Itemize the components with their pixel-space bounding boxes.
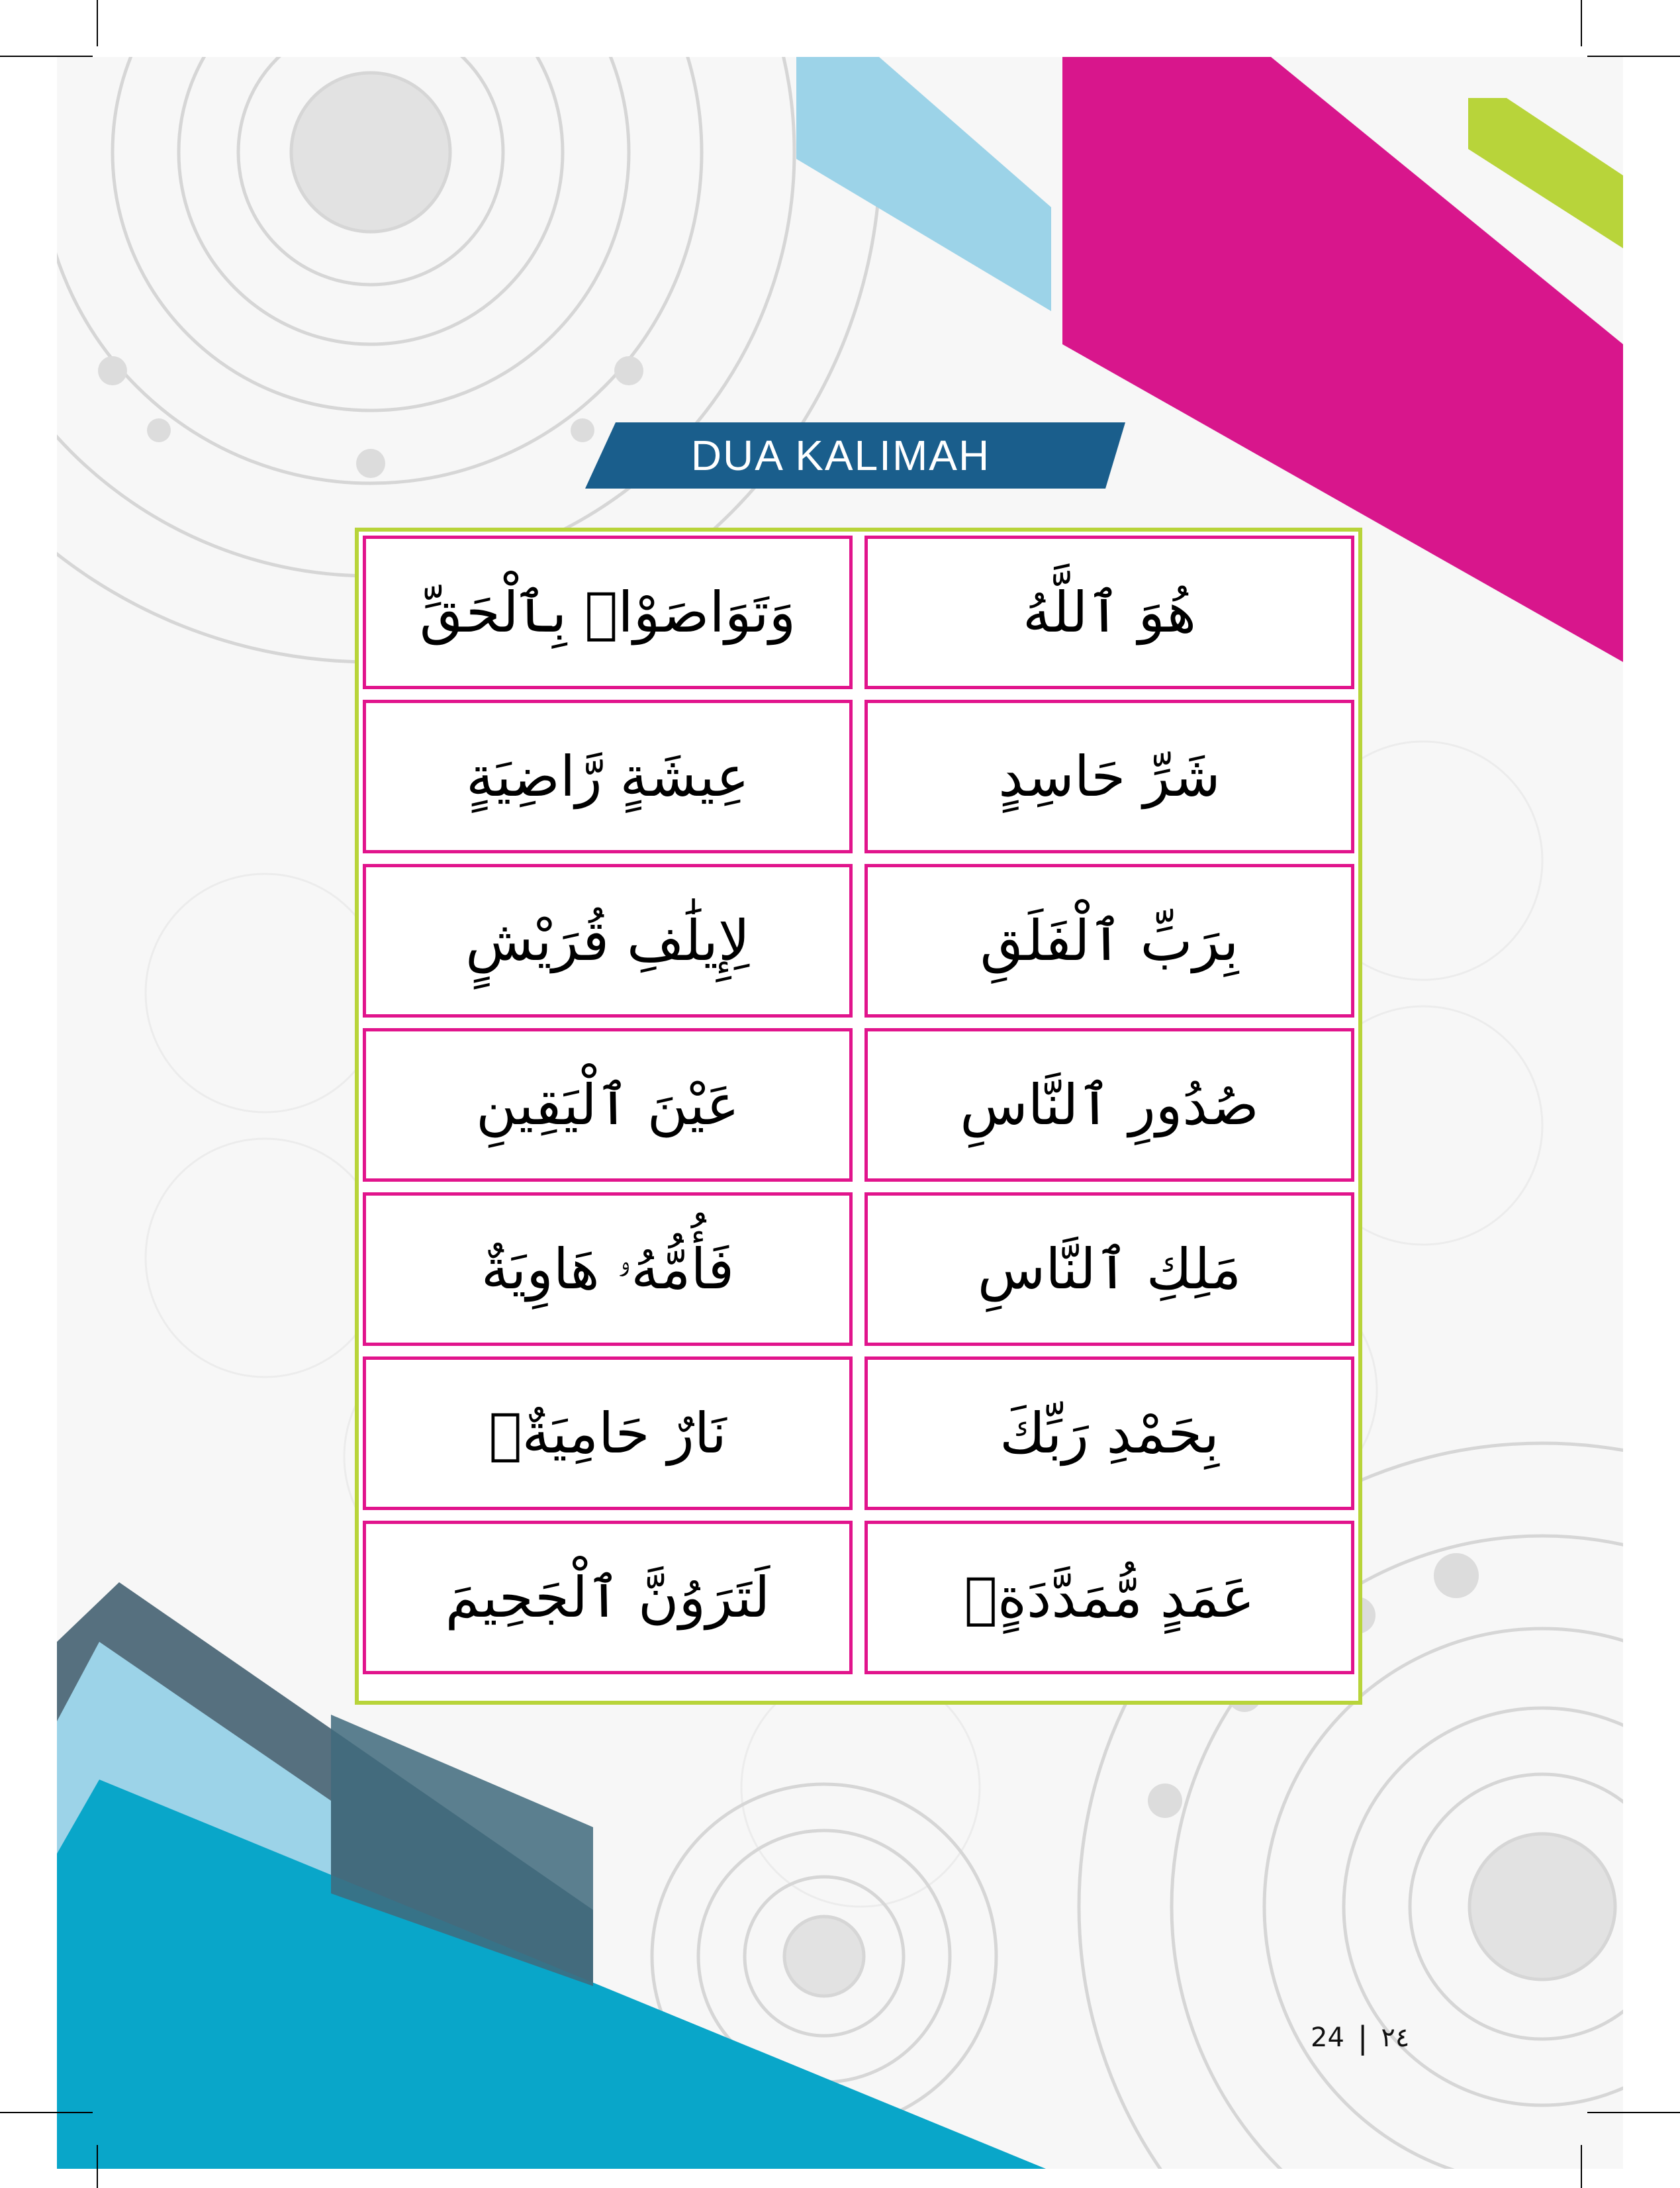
- page-title: DUA KALIMAH: [690, 432, 991, 479]
- page-number: [1311, 2018, 1409, 2058]
- crop-mark: [0, 56, 93, 57]
- phrase-card: صُدُورِ ٱلنَّاسِ: [864, 1028, 1354, 1182]
- phrase-card: شَرِّ حَاسِدٍ: [864, 700, 1354, 853]
- light-blue-stripe: [796, 57, 1051, 311]
- crop-mark: [97, 2145, 98, 2188]
- phrase-card: بِرَبِّ ٱلْفَلَقِ: [864, 864, 1354, 1018]
- phrase-card: عِيشَةٍ رَّاضِيَةٍ: [363, 700, 853, 853]
- phrase-grid: [355, 528, 1362, 1705]
- phrase-card: عَيْنَ ٱلْيَقِينِ: [363, 1028, 853, 1182]
- phrase-card: فَأُمُّهُۥ هَاوِيَةٌ: [363, 1192, 853, 1346]
- page-number-arabic: ٢٤: [1381, 2022, 1410, 2053]
- phrase-card: عَمَدٍ مُّمَدَّدَةٍۭ: [864, 1521, 1354, 1674]
- phrase-card: نَارٌ حَامِيَةٌۢ: [363, 1356, 853, 1510]
- phrase-card: هُوَ ٱللَّهُ: [864, 536, 1354, 689]
- crop-mark: [97, 0, 98, 46]
- phrase-card: بِحَمْدِ رَبِّكَ: [864, 1356, 1354, 1510]
- phrase-card: لَتَرَوُنَّ ٱلْجَحِيمَ: [363, 1521, 853, 1674]
- page-number-latin: 24: [1311, 2022, 1344, 2053]
- crop-mark: [1587, 56, 1680, 57]
- phrase-card: مَلِكِ ٱلنَّاسِ: [864, 1192, 1354, 1346]
- crop-mark: [0, 2112, 93, 2113]
- crop-mark: [1587, 2112, 1680, 2113]
- phrase-card: لِإِيلَٰفِ قُرَيْشٍ: [363, 864, 853, 1018]
- page-number-separator: |: [1357, 2020, 1368, 2056]
- crop-mark: [1581, 2145, 1582, 2188]
- phrase-card: وَتَوَاصَوْا۟ بِٱلْحَقِّ: [363, 536, 853, 689]
- lime-stripe: [1468, 98, 1623, 248]
- crop-mark: [1581, 0, 1582, 46]
